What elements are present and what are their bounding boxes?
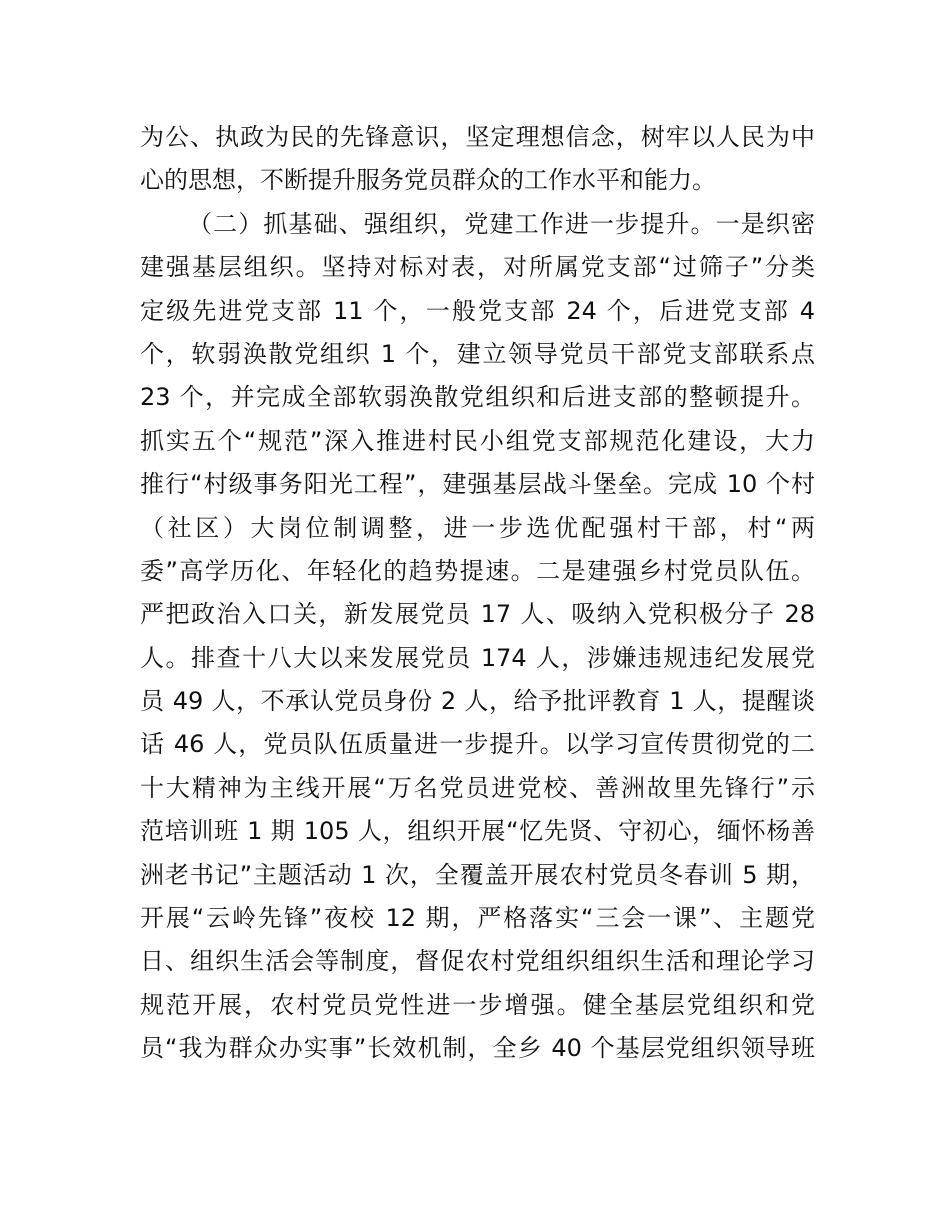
paragraph-2: [140, 203, 815, 1071]
text-line: 23 个，并完成全部软弱涣散党组织和后进支部的整顿提升。: [140, 383, 815, 412]
text-line: 抓实五个“规范”深入推进村民小组党支部规范化建设，大力: [140, 426, 815, 455]
document-body: [140, 116, 815, 1071]
text-line: 洲老书记”主题活动 1 次，全覆盖开展农村党员冬春训 5 期，: [140, 860, 815, 889]
text-line: （社区）大岗位制调整，进一步选优配强村干部，村“两: [140, 513, 815, 542]
text-line: 定级先进党支部 11 个，一般党支部 24 个，后进党支部 4: [140, 296, 815, 325]
text-line: 规范开展，农村党员党性进一步增强。健全基层党组织和党: [140, 990, 815, 1019]
text-line: 日、组织生活会等制度，督促农村党组织组织生活和理论学习: [140, 947, 815, 976]
text-line: 开展“云岭先锋”夜校 12 期，严格落实“三会一课”、主题党: [140, 904, 815, 933]
text-line: 个，软弱涣散党组织 1 个，建立领导党员干部党支部联系点: [140, 339, 815, 368]
text-line-indented: （二）抓基础、强组织，党建工作进一步提升。一是织密: [188, 209, 815, 238]
text-line: 推行“村级事务阳光工程”，建强基层战斗堡垒。完成 10 个村: [140, 470, 815, 499]
text-line: 员“我为群众办实事”长效机制，全乡 40 个基层党组织领导班: [140, 1034, 815, 1063]
text-line: 建强基层组织。坚持对标对表，对所属党支部“过筛子”分类: [140, 253, 815, 282]
text-line: 十大精神为主线开展“万名党员进党校、善洲故里先锋行”示: [140, 773, 815, 802]
text-line: 委”高学历化、年轻化的趋势提速。二是建强乡村党员队伍。: [140, 556, 815, 585]
text-line: 话 46 人，党员队伍质量进一步提升。以学习宣传贯彻党的二: [140, 730, 815, 759]
text-line: 为公、执政为民的先锋意识，坚定理想信念，树牢以人民为中: [140, 123, 815, 151]
paragraph-1: [140, 116, 815, 203]
text-line: 员 49 人，不承认党员身份 2 人，给予批评教育 1 人，提醒谈: [140, 687, 815, 716]
text-line: 心的思想，不断提升服务党员群众的工作水平和能力。: [140, 166, 716, 195]
text-line: 严把政治入口关，新发展党员 17 人、吸纳入党积极分子 28: [140, 600, 815, 629]
text-line: 范培训班 1 期 105 人，组织开展“忆先贤、守初心，缅怀杨善: [140, 817, 815, 846]
text-line: 人。排查十八大以来发展党员 174 人，涉嫌违规违纪发展党: [140, 643, 815, 672]
